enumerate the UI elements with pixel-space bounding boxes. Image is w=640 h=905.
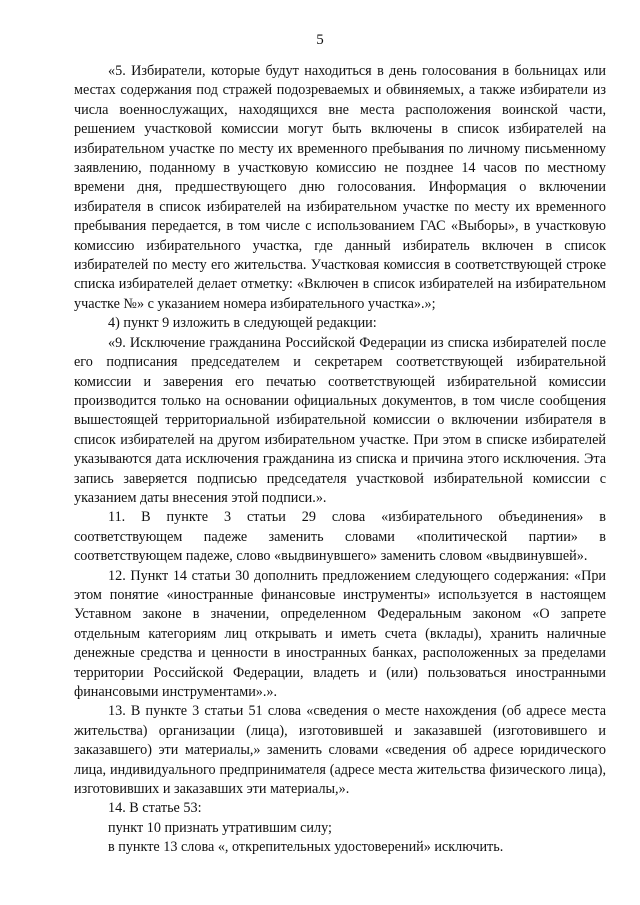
paragraph-section-13: 13. В пункте 3 статьи 51 слова «сведения о месте нахождения (об адресе места жительства) организации (лица), изготовившей и заказавшей (изготовившего и заказавшего) эти материалы,» заменить словами «сведения об адресе юридического лица, индивидуального предпринимателя (адресе места жительства физического лица), изготовивших и заказавших эти материалы,». bbox=[74, 703, 606, 798]
paragraph-point-4: 4) пункт 9 изложить в следующей редакции: bbox=[108, 315, 377, 332]
paragraph-item-9: «9. Исключение гражданина Российской Федерации из списка избирателей после его подписания председателем и секретарем соответствующей избирательной комиссии и заверения его печатью соответствующей избирательной комиссии производится только на основании официальных документов, в том числе сообщения вышестоящей территориальной избирательной комиссии о включении избирателя в список избирателей на другом избирательном участке. При этом в списке избирателей указываются дата исключения гражданина из списка и причина этого исключения. Эта запись заверяется подписью председателя участковой избирательной комиссии с указанием даты внесения этой подписи.». bbox=[74, 334, 606, 506]
paragraph-section-14: 14. В статье 53: bbox=[108, 800, 202, 817]
page-number: 5 bbox=[316, 32, 324, 48]
paragraph-section-14-point-13: в пункте 13 слова «, открепительных удостоверений» исключить. bbox=[108, 839, 504, 856]
paragraph-section-11: 11. В пункте 3 статьи 29 слова «избирательного объединения» в соответствующем падеже заменить словами «политической партии» в соответствующем падеже, слово «выдвинувшего» заменить словом «выдвинувшей». bbox=[74, 509, 606, 565]
paragraph-section-14-point-10: пункт 10 признать утратившим силу; bbox=[108, 819, 332, 836]
paragraph-section-12: 12. Пункт 14 статьи 30 дополнить предложением следующего содержания: «При этом понятие «иностранные финансовые инструменты» используется в настоящем Уставном законе в значении, определенном Федеральным законом «О запрете отдельным категориям лиц открывать и иметь счета (вклады), хранить наличные денежные средства и ценности в иностранных банках, расположенных за пределами территории Российской Федерации, владеть и (или) пользоваться иностранными финансовыми инструментами».». bbox=[74, 567, 606, 700]
paragraph-item-5: «5. Избиратели, которые будут находиться в день голосования в больницах или местах содержания под стражей подозреваемых и обвиняемых, а также избиратели из числа военнослужащих, находящихся вне места расположения воинской части, решением участковой комиссии могут быть включены в список избирателей на избирательном участке по месту их временного пребывания по личному письменному заявлению, поданному в участковую комиссию не позднее 14 часов по местному времени дня, предшествующего дню голосования. Информация о включении избирателя в список избирателей на избирательном участке по месту их временного пребывания передается, в том числе с использованием ГАС «Выборы», в участковую комиссию избирательного участка, где данный избиратель включен в список избирателей по месту его жительства. Участковая комиссия в соответствующей строке списка избирателей делает отметку: «Включен в список избирателей на избирательном участке №» с указанием номера избирательного участка».»; bbox=[74, 63, 606, 312]
document-body bbox=[74, 62, 606, 858]
